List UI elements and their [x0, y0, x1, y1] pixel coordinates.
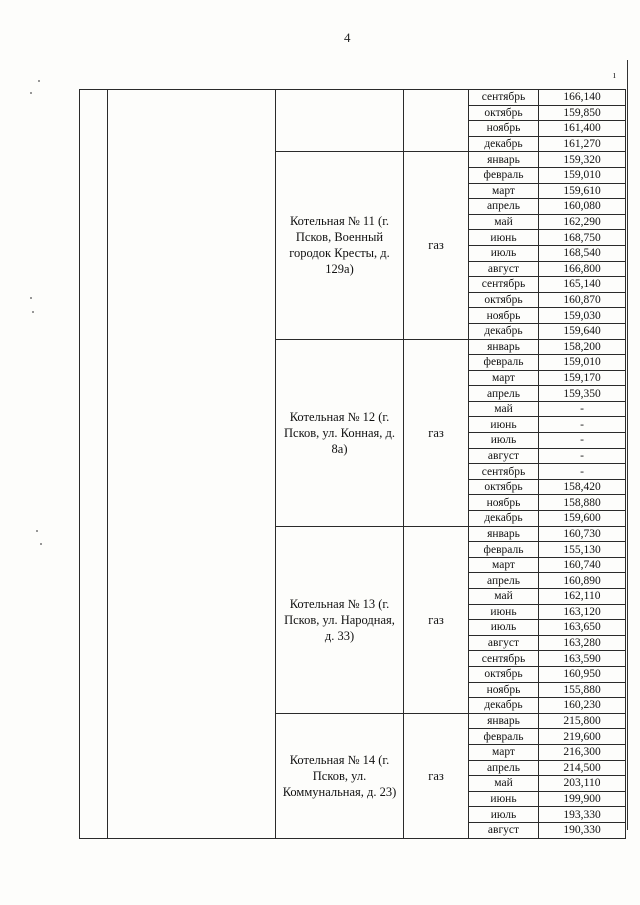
value-cell: 160,080	[539, 199, 626, 215]
value-cell: 162,110	[539, 589, 626, 605]
month-cell: декабрь	[469, 136, 539, 152]
value-cell: 160,230	[539, 698, 626, 714]
value-cell: 190,330	[539, 822, 626, 838]
value-cell: -	[539, 417, 626, 433]
month-cell: ноябрь	[469, 495, 539, 511]
month-cell: май	[469, 401, 539, 417]
page-number: 4	[344, 30, 351, 45]
fuel-type-cell: газ	[404, 339, 469, 526]
month-cell: ноябрь	[469, 682, 539, 698]
month-cell: октябрь	[469, 479, 539, 495]
value-cell: 159,320	[539, 152, 626, 168]
month-cell: октябрь	[469, 292, 539, 308]
month-cell: ноябрь	[469, 121, 539, 137]
value-cell: 168,750	[539, 230, 626, 246]
value-cell: 159,640	[539, 323, 626, 339]
month-cell: июнь	[469, 417, 539, 433]
table-row	[80, 90, 626, 106]
value-cell: -	[539, 433, 626, 449]
tariff-table-body	[80, 90, 626, 839]
month-cell: октябрь	[469, 105, 539, 121]
month-cell: декабрь	[469, 698, 539, 714]
fuel-type-cell: газ	[404, 526, 469, 713]
month-cell: март	[469, 557, 539, 573]
month-cell: апрель	[469, 199, 539, 215]
value-cell: 159,850	[539, 105, 626, 121]
month-cell: апрель	[469, 573, 539, 589]
month-cell: декабрь	[469, 323, 539, 339]
value-cell: 162,290	[539, 214, 626, 230]
value-cell: 158,880	[539, 495, 626, 511]
value-cell: 163,280	[539, 635, 626, 651]
fuel-type-cell	[404, 90, 469, 152]
value-cell: 215,800	[539, 713, 626, 729]
tariff-table	[79, 89, 626, 839]
value-cell: 158,200	[539, 339, 626, 355]
value-cell: 161,400	[539, 121, 626, 137]
value-cell: 203,110	[539, 776, 626, 792]
month-cell: апрель	[469, 386, 539, 402]
month-cell: январь	[469, 152, 539, 168]
boiler-name-cell: Котельная № 13 (г. Псков, ул. Народная, д. 33)	[276, 526, 404, 713]
month-cell: август	[469, 448, 539, 464]
month-cell: сентябрь	[469, 651, 539, 667]
value-cell: 159,170	[539, 370, 626, 386]
month-cell: февраль	[469, 355, 539, 371]
value-cell: 166,140	[539, 90, 626, 106]
value-cell: 155,880	[539, 682, 626, 698]
month-cell: март	[469, 183, 539, 199]
value-cell: 155,130	[539, 542, 626, 558]
value-cell: 163,120	[539, 604, 626, 620]
value-cell: -	[539, 401, 626, 417]
value-cell: 160,890	[539, 573, 626, 589]
value-cell: 219,600	[539, 729, 626, 745]
month-cell: сентябрь	[469, 277, 539, 293]
value-cell: 163,650	[539, 620, 626, 636]
month-cell: июнь	[469, 604, 539, 620]
month-cell: июнь	[469, 791, 539, 807]
boiler-name-cell: Котельная № 11 (г. Псков, Военный городок Кресты, д. 129а)	[276, 152, 404, 339]
value-cell: 160,870	[539, 292, 626, 308]
scan-speck	[32, 311, 34, 313]
month-cell: май	[469, 214, 539, 230]
boiler-name-cell	[276, 90, 404, 152]
scan-mark: ı	[613, 70, 616, 81]
value-cell: 159,600	[539, 511, 626, 527]
month-cell: август	[469, 635, 539, 651]
month-cell: июль	[469, 807, 539, 823]
month-cell: март	[469, 370, 539, 386]
month-cell: июль	[469, 433, 539, 449]
blank-column-cell	[108, 90, 276, 839]
blank-column-cell	[80, 90, 108, 839]
value-cell: 193,330	[539, 807, 626, 823]
value-cell: -	[539, 464, 626, 480]
scan-speck	[30, 92, 32, 94]
month-cell: октябрь	[469, 666, 539, 682]
value-cell: -	[539, 448, 626, 464]
fuel-type-cell: газ	[404, 152, 469, 339]
value-cell: 159,010	[539, 355, 626, 371]
month-cell: январь	[469, 339, 539, 355]
month-cell: апрель	[469, 760, 539, 776]
month-cell: февраль	[469, 542, 539, 558]
value-cell: 158,420	[539, 479, 626, 495]
fuel-type-cell: газ	[404, 713, 469, 838]
value-cell: 159,350	[539, 386, 626, 402]
value-cell: 160,730	[539, 526, 626, 542]
value-cell: 160,950	[539, 666, 626, 682]
month-cell: январь	[469, 526, 539, 542]
value-cell: 161,270	[539, 136, 626, 152]
value-cell: 159,610	[539, 183, 626, 199]
value-cell: 168,540	[539, 245, 626, 261]
month-cell: декабрь	[469, 511, 539, 527]
page-edge-line	[627, 60, 628, 830]
month-cell: июнь	[469, 230, 539, 246]
value-cell: 199,900	[539, 791, 626, 807]
month-cell: сентябрь	[469, 90, 539, 106]
month-cell: май	[469, 776, 539, 792]
month-cell: ноябрь	[469, 308, 539, 324]
value-cell: 159,030	[539, 308, 626, 324]
month-cell: август	[469, 261, 539, 277]
month-cell: май	[469, 589, 539, 605]
value-cell: 216,300	[539, 744, 626, 760]
scan-speck	[38, 80, 40, 82]
month-cell: февраль	[469, 167, 539, 183]
scan-speck	[40, 543, 42, 545]
value-cell: 163,590	[539, 651, 626, 667]
month-cell: июль	[469, 245, 539, 261]
scan-speck	[36, 530, 38, 532]
month-cell: январь	[469, 713, 539, 729]
month-cell: июль	[469, 620, 539, 636]
month-cell: август	[469, 822, 539, 838]
value-cell: 160,740	[539, 557, 626, 573]
value-cell: 165,140	[539, 277, 626, 293]
scan-speck	[30, 297, 32, 299]
value-cell: 166,800	[539, 261, 626, 277]
month-cell: сентябрь	[469, 464, 539, 480]
value-cell: 159,010	[539, 167, 626, 183]
value-cell: 214,500	[539, 760, 626, 776]
boiler-name-cell: Котельная № 14 (г. Псков, ул. Коммунальная, д. 23)	[276, 713, 404, 838]
month-cell: март	[469, 744, 539, 760]
boiler-name-cell: Котельная № 12 (г. Псков, ул. Конная, д. 8а)	[276, 339, 404, 526]
month-cell: февраль	[469, 729, 539, 745]
